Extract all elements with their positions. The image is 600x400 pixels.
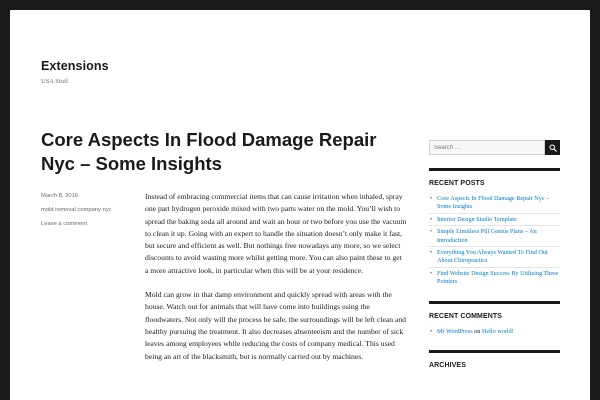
post-category-link[interactable]: mold removal company nyc (41, 207, 112, 213)
recent-post-item (429, 195, 560, 213)
recent-post-item (429, 213, 560, 225)
post-meta (41, 192, 123, 234)
search-input[interactable] (429, 140, 545, 155)
recent-post-item (429, 225, 560, 246)
site-title[interactable]: Extensions (41, 59, 109, 73)
page-frame (10, 10, 590, 400)
comment-post-link[interactable]: Hello world! (481, 327, 514, 335)
sidebar (429, 140, 560, 377)
post-title[interactable]: Core Aspects In Flood Damage Repair Nyc – Some Insights (41, 129, 377, 174)
recent-post-link-1[interactable]: Core Aspects In Flood Damage Repair Nyc – Some Insights (437, 195, 550, 211)
recent-posts-list (429, 195, 560, 288)
archives-widget (429, 350, 560, 369)
recent-posts-widget (429, 168, 560, 288)
post-paragraph-2: Mold can grow in that damp environment and quickly spread with areas with the house. Watch out for animals that will have come into buildings using the floodwaters. Not only will the process be safe, the surroundings will be left clean and healthy pursuing the treatment. It also decreases absenteeism and the number of sick leaves among employees while reducing the costs of company medical. This used being an art of the blacksmith, but is normally carried out by machines. (145, 290, 406, 361)
leave-comment-link[interactable]: Leave a comment (41, 221, 88, 227)
recent-post-link-2[interactable]: Interior Design Studio Template (437, 215, 517, 223)
comment-author-link[interactable]: Mr WordPress (437, 327, 473, 335)
post-date-link[interactable]: March 8, 2016 (41, 193, 79, 199)
comment-connector: on (474, 327, 481, 335)
search-icon (549, 144, 557, 152)
archives-title: ARCHIVES (429, 362, 466, 370)
search-button[interactable] (545, 140, 560, 155)
post-content (145, 191, 407, 375)
site-header (41, 57, 109, 85)
recent-post-link-3[interactable]: Simple Limitless Pill Genius Plans – An Introduction (437, 228, 537, 244)
recent-post-link-5[interactable]: Find Website Design Success By Utilizing These Pointers (437, 269, 559, 286)
recent-comments-widget (429, 301, 560, 337)
search-form (429, 140, 560, 155)
recent-comment-item (429, 328, 560, 337)
recent-post-link-4[interactable]: Everything You Always Wanted To Find Out About Chiropractics (437, 249, 548, 265)
recent-comments-list (429, 328, 560, 337)
recent-comments-title: RECENT COMMENTS (429, 312, 503, 320)
recent-posts-title: RECENT POSTS (429, 180, 485, 187)
recent-post-item (429, 246, 560, 267)
post-paragraph-1: Instead of embracing commercial items that can cause irritation when inhaled, spray one part hydrogen peroxide mixed with two parts water on the mold. You’ll wish to spread the baking soda all around and wait an hour or two before you use the vacuum to clean it up. Going with an expert to handle the situation doesn’t only make it fast, but secure and efficient as well. But nothings free nowadays any more, so we select discounts to avoid wasting more whilst getting more. You can also paint these to get a more attractive look, in particular when this will be at your residence. (145, 192, 407, 275)
site-description: USA Stuff (41, 78, 69, 85)
recent-post-item (429, 267, 560, 288)
